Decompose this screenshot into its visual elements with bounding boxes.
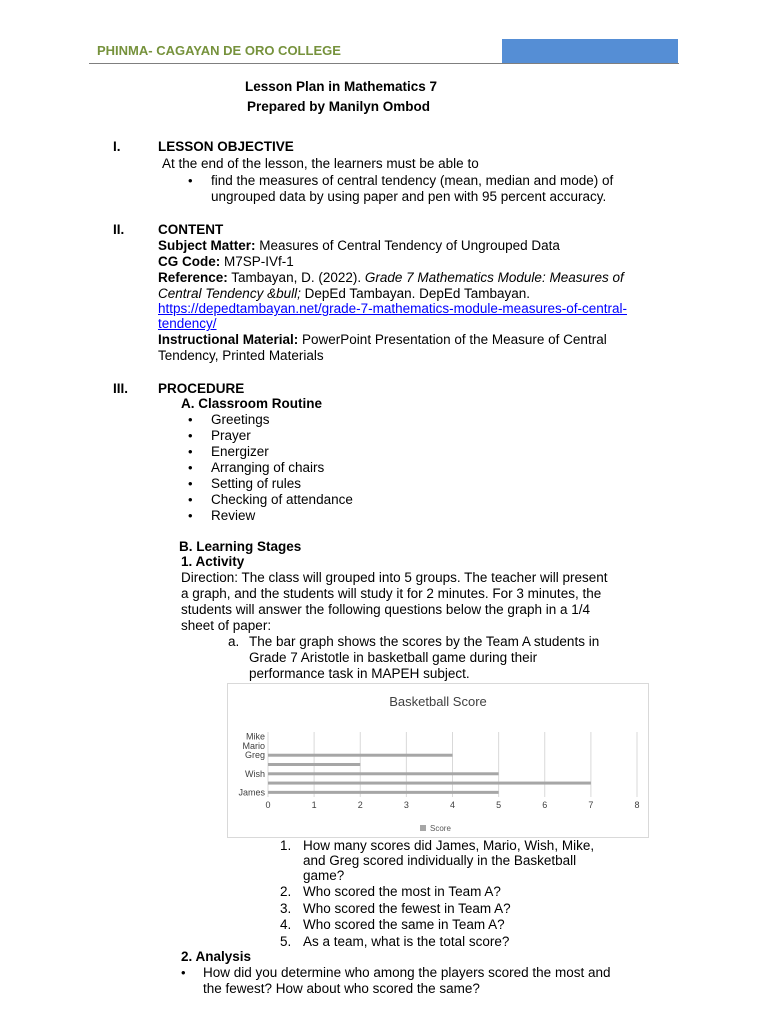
cg-label: CG Code: xyxy=(158,254,221,269)
direction-line1: Direction: The class will grouped into 5 groups. The teacher will present xyxy=(181,570,608,585)
activity-heading: 1. Activity xyxy=(181,554,245,569)
bullet-icon: • xyxy=(188,492,193,507)
x-tick-label: 5 xyxy=(496,800,502,810)
question-3-text: Who scored the fewest in Team A? xyxy=(303,901,511,916)
reference-link-line1[interactable]: https://depedtambayan.net/grade-7-mathematics-module-measures-of-central- xyxy=(158,301,627,316)
bullet-icon: • xyxy=(188,508,193,523)
item-a-marker: a. xyxy=(228,634,240,649)
learning-stages-heading: B. Learning Stages xyxy=(179,539,302,554)
question-3-number: 3. xyxy=(280,901,292,916)
reference-title-cont: Central Tendency &bull; xyxy=(158,286,301,301)
category-label: Mike xyxy=(245,731,265,742)
objective-line2: ungrouped data by using paper and pen with 95 percent accuracy. xyxy=(211,189,607,204)
chart-title: Basketball Score xyxy=(389,694,487,709)
bullet-icon: • xyxy=(181,965,186,980)
bar xyxy=(268,754,453,757)
routine-item: Prayer xyxy=(211,428,251,443)
analysis-line1: How did you determine who among the players scored the most and xyxy=(203,965,611,980)
routine-item: Checking of attendance xyxy=(211,492,353,507)
item-a-line1: The bar graph shows the scores by the Team A students in xyxy=(249,634,600,649)
bullet-icon: • xyxy=(188,460,193,475)
routine-item: Review xyxy=(211,508,256,523)
reference-title: Grade 7 Mathematics Module: Measures of xyxy=(364,270,624,285)
section1-numeral: I. xyxy=(113,139,121,154)
instructional-material-cont: Tendency, Printed Materials xyxy=(158,348,324,363)
lesson-title: Lesson Plan in Mathematics 7 xyxy=(245,79,438,94)
question-1-line2: and Greg scored individually in the Basketball xyxy=(303,853,577,868)
question-4-text: Who scored the same in Team A? xyxy=(303,917,505,932)
subject-value: Measures of Central Tendency of Ungrouped Data xyxy=(255,238,560,253)
subject-label: Subject Matter: xyxy=(158,238,256,253)
subject-matter xyxy=(158,238,560,254)
bar xyxy=(268,763,360,766)
header-color-bar xyxy=(502,39,678,63)
list-item xyxy=(188,460,325,476)
question-4-number: 4. xyxy=(280,917,292,932)
list-item xyxy=(188,412,270,428)
category-label: Mario xyxy=(242,740,265,751)
bullet-icon: • xyxy=(188,444,193,459)
instructional-material xyxy=(158,332,607,348)
x-tick-label: 2 xyxy=(357,800,363,810)
list-item xyxy=(188,444,269,460)
prepared-by: Prepared by Manilyn Ombod xyxy=(247,99,431,114)
direction-line3: students will answer the following questions below the graph in a 1/4 xyxy=(181,602,590,617)
section3-heading: PROCEDURE xyxy=(158,381,245,396)
bar xyxy=(268,782,591,785)
chart-canvas xyxy=(228,684,648,837)
direction-line2: a graph, and the students will study it for 2 minutes. For 3 minutes, the xyxy=(181,586,602,601)
bar xyxy=(268,772,499,775)
bullet-icon: • xyxy=(188,412,193,427)
bar xyxy=(268,791,499,794)
x-tick-label: 4 xyxy=(449,800,456,810)
objective-line1: find the measures of central tendency (mean, median and mode) of xyxy=(211,173,614,188)
direction-line4: sheet of paper: xyxy=(181,618,272,633)
cg-code xyxy=(158,254,294,270)
section2-heading: CONTENT xyxy=(158,222,224,237)
reference-line1 xyxy=(158,270,624,286)
x-tick-label: 1 xyxy=(311,800,317,810)
legend-label: Score xyxy=(430,824,451,833)
category-label: James xyxy=(238,787,265,798)
bullet-icon: • xyxy=(188,173,193,188)
x-tick-label: 0 xyxy=(265,800,271,810)
section1-heading: LESSON OBJECTIVE xyxy=(158,139,294,154)
question-5-text: As a team, what is the total score? xyxy=(303,934,510,949)
reference-author: Tambayan, D. (2022). xyxy=(227,270,365,285)
routine-item: Energizer xyxy=(211,444,269,459)
routine-item: Setting of rules xyxy=(211,476,302,491)
list-item xyxy=(188,476,302,492)
reference-link-line2[interactable]: tendency/ xyxy=(158,316,217,331)
institution-name: PHINMA- CAGAYAN DE ORO COLLEGE xyxy=(97,43,341,58)
question-1-number: 1. xyxy=(280,838,292,853)
x-tick-label: 8 xyxy=(634,800,640,810)
x-tick-label: 3 xyxy=(403,800,409,810)
question-5-number: 5. xyxy=(280,934,292,949)
cg-value: M7SP-IVf-1 xyxy=(220,254,294,269)
bullet-icon: • xyxy=(188,476,193,491)
reference-label: Reference: xyxy=(158,270,228,285)
header-rule xyxy=(89,63,679,64)
objective-intro: At the end of the lesson, the learners must be able to xyxy=(162,156,479,171)
routine-item: Arranging of chairs xyxy=(211,460,325,475)
classroom-routine-heading: A. Classroom Routine xyxy=(181,396,323,411)
item-a-line3: performance task in MAPEH subject. xyxy=(249,666,470,681)
analysis-heading: 2. Analysis xyxy=(181,949,252,964)
category-label: Greg xyxy=(244,750,265,761)
routine-item: Greetings xyxy=(211,412,270,427)
section3-numeral: III. xyxy=(113,381,129,396)
reference-publisher: DepEd Tambayan. DepEd Tambayan. xyxy=(300,286,530,301)
list-item xyxy=(188,428,251,444)
routine-list xyxy=(188,412,353,524)
list-item xyxy=(188,492,353,508)
item-a-line2: Grade 7 Aristotle in basketball game during their xyxy=(249,650,538,665)
reference-line2 xyxy=(158,286,530,302)
section2-numeral: II. xyxy=(113,222,125,237)
question-2-text: Who scored the most in Team A? xyxy=(303,884,501,899)
x-tick-label: 7 xyxy=(588,800,594,810)
analysis-line2: the fewest? How about who scored the same? xyxy=(203,981,480,996)
question-1-line1: How many scores did James, Mario, Wish, Mike, xyxy=(303,838,595,853)
bullet-icon: • xyxy=(188,428,193,443)
category-label: Wish xyxy=(245,768,265,779)
im-label: Instructional Material: xyxy=(158,332,299,347)
basketball-score-chart xyxy=(227,683,649,838)
question-1-line3: game? xyxy=(303,868,345,883)
list-item xyxy=(188,508,256,524)
legend-swatch xyxy=(420,825,426,831)
question-2-number: 2. xyxy=(280,884,292,899)
im-value: PowerPoint Presentation of the Measure of Central xyxy=(298,332,607,347)
x-tick-label: 6 xyxy=(542,800,548,810)
